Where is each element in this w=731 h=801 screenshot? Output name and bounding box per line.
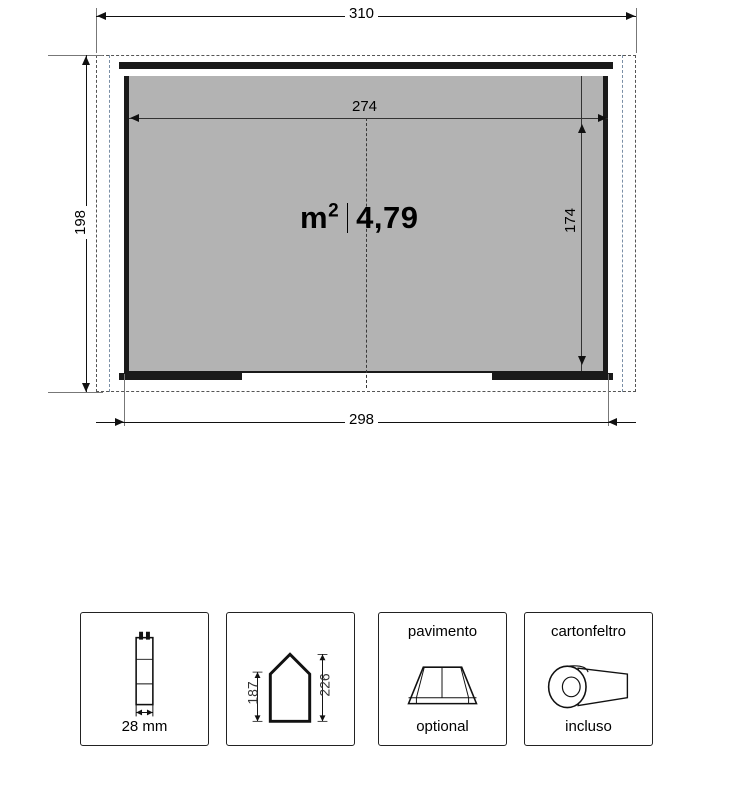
arrow-left-bottom (82, 383, 90, 392)
feature-boxes (0, 612, 731, 762)
area-exponent: 2 (328, 200, 340, 222)
ext-line-bottom-left (124, 374, 125, 426)
ext-line-left-top (48, 55, 103, 56)
box-felt-caption-top: cartonfeltro (550, 623, 627, 640)
wall-top (119, 62, 613, 69)
ext-line-left-bottom (48, 392, 103, 393)
box-floor-caption-bottom: optional (416, 718, 469, 735)
wall-bottom-right (492, 373, 613, 380)
arrow-top-left (97, 12, 106, 20)
area-value: 4,79 (356, 200, 419, 235)
dim-left-label: 198 (72, 206, 89, 239)
box-house-heights (226, 612, 355, 746)
arrow-inner-top-right (598, 114, 607, 122)
arrow-inner-right-top (578, 124, 586, 133)
dim-inner-right-label: 174 (562, 204, 579, 237)
dim-inner-top-label: 274 (348, 98, 381, 115)
arrow-top-right (626, 12, 635, 20)
box-felt-caption-bottom: incluso (565, 718, 612, 735)
height-right-label: 226 (316, 673, 333, 697)
arrow-bottom-right (608, 418, 617, 426)
guide-line-left (109, 55, 110, 392)
ext-line-top-right (636, 8, 637, 53)
guide-line-right (622, 55, 623, 392)
arrow-bottom-left (115, 418, 124, 426)
box-wall-thickness (80, 612, 209, 746)
dim-top-label: 310 (345, 5, 378, 22)
box-floor-option (378, 612, 507, 746)
area-label (300, 200, 419, 236)
area-separator (347, 203, 348, 233)
centre-axis (366, 118, 367, 388)
arrow-inner-top-left (130, 114, 139, 122)
box-wall-thickness-caption: 28 mm (121, 718, 168, 735)
inner-line-right (581, 76, 582, 371)
arrow-inner-right-bottom (578, 356, 586, 365)
arrow-left-top (82, 56, 90, 65)
wall-bottom-left (119, 373, 242, 380)
house-outline-icon (227, 613, 354, 745)
box-roofing-felt (524, 612, 653, 746)
area-unit: m (300, 200, 329, 235)
height-left-label: 187 (244, 681, 261, 705)
dim-bottom-label: 298 (345, 411, 378, 428)
box-floor-caption-top: pavimento (407, 623, 478, 640)
inner-line-top (129, 118, 608, 119)
